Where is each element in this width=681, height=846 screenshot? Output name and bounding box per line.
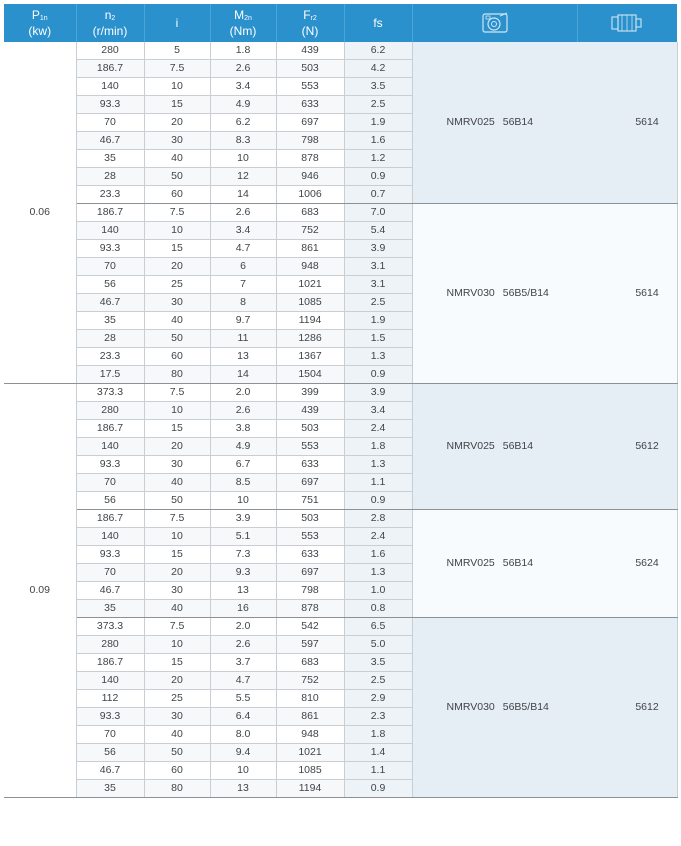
torque-cell: 4.9: [210, 96, 276, 114]
radial-load-cell: 948: [276, 726, 344, 744]
output-speed-cell: 280: [76, 636, 144, 654]
torque-cell: 9.7: [210, 312, 276, 330]
torque-cell: 13: [210, 780, 276, 798]
service-factor-cell: 3.9: [344, 240, 412, 258]
flange-code: 56B5/B14: [502, 701, 549, 713]
radial-load-cell: 542: [276, 618, 344, 636]
ratio-cell: 7.5: [144, 204, 210, 222]
output-speed-cell: 46.7: [76, 582, 144, 600]
radial-load-cell: 697: [276, 564, 344, 582]
ratio-cell: 7.5: [144, 618, 210, 636]
service-factor-cell: 1.9: [344, 312, 412, 330]
ratio-cell: 50: [144, 330, 210, 348]
output-speed-cell: 56: [76, 492, 144, 510]
service-factor-cell: 1.9: [344, 114, 412, 132]
output-speed-cell: 56: [76, 276, 144, 294]
output-speed-cell: 373.3: [76, 384, 144, 402]
ratio-cell: 60: [144, 762, 210, 780]
service-factor-cell: 6.5: [344, 618, 412, 636]
model-group: [413, 285, 578, 302]
ratio-cell: 30: [144, 456, 210, 474]
radial-load-cell: 1006: [276, 186, 344, 204]
radial-load-cell: 810: [276, 690, 344, 708]
output-speed-cell: 93.3: [76, 240, 144, 258]
radial-load-cell: 553: [276, 438, 344, 456]
service-factor-cell: 5.0: [344, 636, 412, 654]
header-ratio-symbol: i: [175, 15, 179, 30]
header-torque: [210, 4, 276, 42]
ratio-cell: 15: [144, 546, 210, 564]
torque-cell: 3.4: [210, 78, 276, 96]
output-speed-cell: 140: [76, 438, 144, 456]
torque-cell: 10: [210, 492, 276, 510]
ratio-cell: 10: [144, 78, 210, 96]
ratio-cell: 10: [144, 636, 210, 654]
ratio-cell: 7.5: [144, 510, 210, 528]
output-speed-cell: 373.3: [76, 618, 144, 636]
torque-cell: 6: [210, 258, 276, 276]
output-speed-cell: 23.3: [76, 348, 144, 366]
radial-load-cell: 633: [276, 456, 344, 474]
gearbox-model: NMRV025: [446, 116, 495, 128]
model-info: [413, 510, 677, 617]
ratio-cell: 15: [144, 96, 210, 114]
ratio-cell: 40: [144, 726, 210, 744]
output-speed-cell: 35: [76, 150, 144, 168]
output-speed-cell: 140: [76, 78, 144, 96]
output-speed-cell: 140: [76, 222, 144, 240]
service-factor-cell: 3.1: [344, 276, 412, 294]
model-group: [413, 438, 578, 455]
service-factor-cell: 6.2: [344, 42, 412, 60]
header-speed-symbol: n: [104, 7, 112, 22]
torque-cell: 9.4: [210, 744, 276, 762]
radial-load-cell: 439: [276, 402, 344, 420]
torque-cell: 4.7: [210, 672, 276, 690]
model-info-cell: [412, 510, 677, 618]
model-info-cell: [412, 384, 677, 510]
service-factor-cell: 3.5: [344, 78, 412, 96]
torque-cell: 5.5: [210, 690, 276, 708]
output-speed-cell: 70: [76, 474, 144, 492]
service-factor-cell: 0.9: [344, 780, 412, 798]
service-factor-cell: 0.8: [344, 600, 412, 618]
table-row: [4, 384, 677, 402]
radial-load-cell: 553: [276, 78, 344, 96]
output-speed-cell: 70: [76, 258, 144, 276]
ratio-cell: 15: [144, 240, 210, 258]
torque-cell: 11: [210, 330, 276, 348]
output-speed-cell: 46.7: [76, 762, 144, 780]
worm-gearbox-side-icon: [480, 11, 510, 35]
output-speed-cell: 93.3: [76, 96, 144, 114]
ratio-cell: 80: [144, 366, 210, 384]
output-speed-cell: 112: [76, 690, 144, 708]
header-load-subscript: r2: [310, 14, 317, 22]
header-fs-symbol: fs: [373, 15, 383, 30]
output-speed-cell: 280: [76, 402, 144, 420]
torque-cell: 1.8: [210, 42, 276, 60]
ratio-cell: 25: [144, 276, 210, 294]
model-info: [413, 384, 677, 509]
torque-cell: 7: [210, 276, 276, 294]
ratio-cell: 30: [144, 294, 210, 312]
output-speed-cell: 186.7: [76, 654, 144, 672]
motor-code: 5612: [635, 701, 659, 713]
gearmotor-spec-table: [4, 4, 678, 798]
header-output-speed: [76, 4, 144, 42]
output-speed-cell: 186.7: [76, 60, 144, 78]
service-factor-cell: 1.3: [344, 348, 412, 366]
service-factor-cell: 1.6: [344, 132, 412, 150]
output-speed-cell: 186.7: [76, 204, 144, 222]
radial-load-cell: 633: [276, 96, 344, 114]
ratio-cell: 50: [144, 744, 210, 762]
output-speed-cell: 140: [76, 672, 144, 690]
output-speed-cell: 70: [76, 114, 144, 132]
header-load-symbol: F: [303, 7, 311, 22]
radial-load-cell: 597: [276, 636, 344, 654]
service-factor-cell: 1.6: [344, 546, 412, 564]
radial-load-cell: 1194: [276, 312, 344, 330]
torque-cell: 8.0: [210, 726, 276, 744]
radial-load-cell: 697: [276, 474, 344, 492]
ratio-cell: 20: [144, 258, 210, 276]
radial-load-cell: 798: [276, 132, 344, 150]
output-speed-cell: 23.3: [76, 186, 144, 204]
torque-cell: 13: [210, 582, 276, 600]
torque-cell: 10: [210, 762, 276, 780]
radial-load-cell: 1504: [276, 366, 344, 384]
service-factor-cell: 2.4: [344, 420, 412, 438]
ratio-cell: 50: [144, 492, 210, 510]
service-factor-cell: 1.1: [344, 762, 412, 780]
service-factor-cell: 1.8: [344, 726, 412, 744]
radial-load-cell: 683: [276, 654, 344, 672]
radial-load-cell: 752: [276, 222, 344, 240]
ratio-cell: 7.5: [144, 384, 210, 402]
radial-load-cell: 1085: [276, 762, 344, 780]
header-speed-unit: (r/min): [92, 23, 128, 38]
table-row: [4, 204, 677, 222]
torque-cell: 16: [210, 600, 276, 618]
radial-load-cell: 861: [276, 708, 344, 726]
torque-cell: 7.3: [210, 546, 276, 564]
radial-load-cell: 439: [276, 42, 344, 60]
model-info-cell: [412, 618, 677, 798]
service-factor-cell: 0.9: [344, 168, 412, 186]
ratio-cell: 50: [144, 168, 210, 186]
radial-load-cell: 399: [276, 384, 344, 402]
service-factor-cell: 2.5: [344, 672, 412, 690]
service-factor-cell: 3.5: [344, 654, 412, 672]
torque-cell: 9.3: [210, 564, 276, 582]
service-factor-cell: 2.4: [344, 528, 412, 546]
torque-cell: 8.5: [210, 474, 276, 492]
ratio-cell: 20: [144, 564, 210, 582]
gearbox-model: NMRV030: [446, 701, 495, 713]
service-factor-cell: 0.9: [344, 492, 412, 510]
torque-cell: 3.8: [210, 420, 276, 438]
ratio-cell: 40: [144, 474, 210, 492]
service-factor-cell: 2.9: [344, 690, 412, 708]
output-speed-cell: 70: [76, 726, 144, 744]
ratio-cell: 25: [144, 690, 210, 708]
ratio-cell: 30: [144, 132, 210, 150]
radial-load-cell: 503: [276, 510, 344, 528]
ratio-cell: 30: [144, 582, 210, 600]
torque-cell: 2.6: [210, 636, 276, 654]
output-speed-cell: 17.5: [76, 366, 144, 384]
service-factor-cell: 1.0: [344, 582, 412, 600]
torque-cell: 3.9: [210, 510, 276, 528]
torque-cell: 12: [210, 168, 276, 186]
radial-load-cell: 878: [276, 150, 344, 168]
ratio-cell: 20: [144, 438, 210, 456]
motor-flange-icon: [610, 11, 644, 35]
ratio-cell: 40: [144, 150, 210, 168]
header-load-unit: (N): [301, 23, 319, 38]
motor-code: 5612: [635, 440, 659, 452]
flange-code: 56B14: [502, 116, 534, 128]
service-factor-cell: 1.3: [344, 456, 412, 474]
model-group: [413, 114, 578, 131]
service-factor-cell: 2.5: [344, 96, 412, 114]
ratio-cell: 60: [144, 348, 210, 366]
output-speed-cell: 28: [76, 330, 144, 348]
radial-load-cell: 752: [276, 672, 344, 690]
radial-load-cell: 1367: [276, 348, 344, 366]
radial-load-cell: 697: [276, 114, 344, 132]
radial-load-cell: 878: [276, 600, 344, 618]
service-factor-cell: 3.1: [344, 258, 412, 276]
torque-cell: 2.6: [210, 204, 276, 222]
model-info: [413, 42, 677, 203]
radial-load-cell: 503: [276, 420, 344, 438]
service-factor-cell: 2.5: [344, 294, 412, 312]
header-gearbox-image: [412, 4, 577, 42]
torque-cell: 3.7: [210, 654, 276, 672]
service-factor-cell: 4.2: [344, 60, 412, 78]
radial-load-cell: 1085: [276, 294, 344, 312]
radial-load-cell: 861: [276, 240, 344, 258]
service-factor-cell: 1.5: [344, 330, 412, 348]
radial-load-cell: 1286: [276, 330, 344, 348]
gearbox-model: NMRV030: [446, 287, 495, 299]
gearbox-model: NMRV025: [446, 440, 495, 452]
output-speed-cell: 186.7: [76, 420, 144, 438]
output-speed-cell: 93.3: [76, 456, 144, 474]
service-factor-cell: 1.8: [344, 438, 412, 456]
radial-load-cell: 751: [276, 492, 344, 510]
radial-load-cell: 798: [276, 582, 344, 600]
torque-cell: 8: [210, 294, 276, 312]
header-radial-load: [276, 4, 344, 42]
radial-load-cell: 1021: [276, 276, 344, 294]
output-speed-cell: 93.3: [76, 708, 144, 726]
header-speed-subscript: 2: [111, 14, 116, 22]
flange-code: 56B14: [502, 440, 534, 452]
spec-table-body: [4, 42, 677, 798]
torque-cell: 3.4: [210, 222, 276, 240]
radial-load-cell: 948: [276, 258, 344, 276]
header-motor-image: [577, 4, 677, 42]
gearbox-model: NMRV025: [446, 557, 495, 569]
output-speed-cell: 140: [76, 528, 144, 546]
service-factor-cell: 1.1: [344, 474, 412, 492]
torque-cell: 2.6: [210, 402, 276, 420]
header-row: [4, 4, 677, 42]
torque-cell: 14: [210, 186, 276, 204]
torque-cell: 4.9: [210, 438, 276, 456]
header-torque-unit: (Nm): [229, 23, 257, 38]
header-torque-subscript: 2n: [244, 14, 252, 22]
torque-cell: 6.2: [210, 114, 276, 132]
flange-code: 56B14: [502, 557, 534, 569]
radial-load-cell: 1194: [276, 780, 344, 798]
output-speed-cell: 46.7: [76, 132, 144, 150]
header-ratio: [144, 4, 210, 42]
torque-cell: 8.3: [210, 132, 276, 150]
power-cell: 0.06: [4, 42, 76, 384]
torque-cell: 4.7: [210, 240, 276, 258]
service-factor-cell: 3.9: [344, 384, 412, 402]
model-info-cell: [412, 42, 677, 204]
service-factor-cell: 2.8: [344, 510, 412, 528]
header-power-subscript: 1n: [39, 14, 48, 22]
ratio-cell: 40: [144, 312, 210, 330]
torque-cell: 6.4: [210, 708, 276, 726]
radial-load-cell: 503: [276, 60, 344, 78]
header-power: [4, 4, 76, 42]
ratio-cell: 10: [144, 528, 210, 546]
ratio-cell: 10: [144, 222, 210, 240]
ratio-cell: 80: [144, 780, 210, 798]
radial-load-cell: 946: [276, 168, 344, 186]
header-power-unit: (kw): [28, 23, 52, 38]
output-speed-cell: 56: [76, 744, 144, 762]
torque-cell: 2.0: [210, 384, 276, 402]
output-speed-cell: 70: [76, 564, 144, 582]
model-group: [413, 699, 578, 716]
radial-load-cell: 633: [276, 546, 344, 564]
ratio-cell: 15: [144, 654, 210, 672]
table-row: [4, 510, 677, 528]
service-factor-cell: 7.0: [344, 204, 412, 222]
model-info: [413, 204, 677, 383]
model-group: [413, 555, 578, 572]
ratio-cell: 5: [144, 42, 210, 60]
radial-load-cell: 1021: [276, 744, 344, 762]
service-factor-cell: 3.4: [344, 402, 412, 420]
service-factor-cell: 1.4: [344, 744, 412, 762]
power-cell: 0.09: [4, 384, 76, 798]
torque-cell: 2.6: [210, 60, 276, 78]
flange-code: 56B5/B14: [502, 287, 549, 299]
ratio-cell: 40: [144, 600, 210, 618]
output-speed-cell: 186.7: [76, 510, 144, 528]
torque-cell: 13: [210, 348, 276, 366]
output-speed-cell: 35: [76, 600, 144, 618]
ratio-cell: 60: [144, 186, 210, 204]
motor-code: 5614: [635, 287, 659, 299]
ratio-cell: 10: [144, 402, 210, 420]
service-factor-cell: 1.2: [344, 150, 412, 168]
table-row: [4, 618, 677, 636]
torque-cell: 10: [210, 150, 276, 168]
motor-code: 5624: [635, 557, 659, 569]
header-service-factor: [344, 4, 412, 42]
model-info: [413, 618, 677, 797]
ratio-cell: 30: [144, 708, 210, 726]
service-factor-cell: 0.7: [344, 186, 412, 204]
service-factor-cell: 0.9: [344, 366, 412, 384]
table-row: [4, 42, 677, 60]
torque-cell: 5.1: [210, 528, 276, 546]
motor-code: 5614: [635, 116, 659, 128]
torque-cell: 14: [210, 366, 276, 384]
ratio-cell: 15: [144, 420, 210, 438]
output-speed-cell: 46.7: [76, 294, 144, 312]
output-speed-cell: 35: [76, 312, 144, 330]
radial-load-cell: 683: [276, 204, 344, 222]
ratio-cell: 7.5: [144, 60, 210, 78]
ratio-cell: 20: [144, 672, 210, 690]
header-torque-symbol: M: [234, 7, 245, 22]
ratio-cell: 20: [144, 114, 210, 132]
service-factor-cell: 2.3: [344, 708, 412, 726]
model-info-cell: [412, 204, 677, 384]
output-speed-cell: 28: [76, 168, 144, 186]
output-speed-cell: 93.3: [76, 546, 144, 564]
service-factor-cell: 1.3: [344, 564, 412, 582]
torque-cell: 6.7: [210, 456, 276, 474]
radial-load-cell: 553: [276, 528, 344, 546]
header-power-symbol: P: [31, 7, 40, 22]
output-speed-cell: 280: [76, 42, 144, 60]
output-speed-cell: 35: [76, 780, 144, 798]
torque-cell: 2.0: [210, 618, 276, 636]
service-factor-cell: 5.4: [344, 222, 412, 240]
